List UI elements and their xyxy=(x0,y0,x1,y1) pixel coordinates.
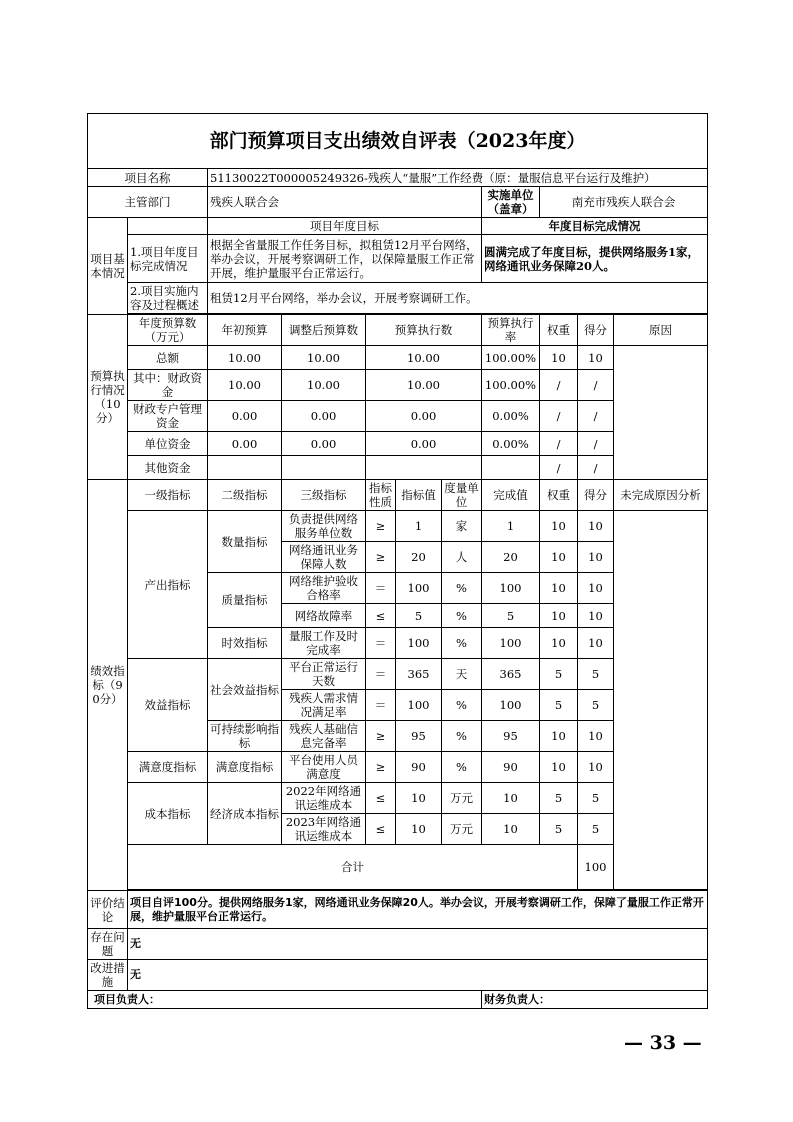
perf-name: 平台使用人员满意度 xyxy=(282,752,366,783)
dept-row xyxy=(88,187,708,218)
perf-actual: 5 xyxy=(482,604,540,628)
perf-unit: 天 xyxy=(442,659,482,690)
finance-leader: 财务负责人： xyxy=(482,991,708,1009)
budget-adjusted: 10.00 xyxy=(282,346,366,370)
item1-goal: 根据全省量服工作任务目标，拟租赁12月平台网络，举办会议，开展考察调研工作，以保障量服工作正常开展，维护量服平台正常运行。 xyxy=(208,235,482,283)
budget-rate: 0.00% xyxy=(482,401,540,432)
perf-score: 10 xyxy=(578,752,614,783)
perf-target: 10 xyxy=(396,783,442,814)
perf-target: 1 xyxy=(396,511,442,542)
perf-actual: 1 xyxy=(482,511,540,542)
project-name-row xyxy=(88,169,708,187)
budget-initial xyxy=(208,456,282,480)
budget-header: 原因 xyxy=(614,315,708,346)
perf-l2: 数量指标 xyxy=(208,511,282,573)
budget-header: 预算执行数 xyxy=(366,315,482,346)
perf-l2: 社会效益指标 xyxy=(208,659,282,721)
budget-executed: 0.00 xyxy=(366,432,482,456)
perf-score: 10 xyxy=(578,573,614,604)
perf-header: 一级指标 xyxy=(128,480,208,511)
issues-value: 无 xyxy=(128,929,708,960)
budget-score: 10 xyxy=(578,346,614,370)
budget-adjusted: 0.00 xyxy=(282,401,366,432)
perf-name: 量服工作及时完成率 xyxy=(282,628,366,659)
perf-score: 10 xyxy=(578,628,614,659)
perf-target: 95 xyxy=(396,721,442,752)
perf-header: 指标值 xyxy=(396,480,442,511)
perf-name: 残疾人需求情况满足率 xyxy=(282,690,366,721)
perf-weight: 10 xyxy=(540,752,578,783)
budget-executed: 0.00 xyxy=(366,401,482,432)
perf-actual: 20 xyxy=(482,542,540,573)
basic-header-row xyxy=(88,218,708,235)
perf-score: 5 xyxy=(578,814,614,845)
budget-score: / xyxy=(578,401,614,432)
perf-op: ≤ xyxy=(366,783,396,814)
budget-weight: 10 xyxy=(540,346,578,370)
budget-initial: 10.00 xyxy=(208,370,282,401)
measures-label: 改进措施 xyxy=(88,960,128,991)
perf-l1: 产出指标 xyxy=(128,511,208,659)
budget-rate: 100.00% xyxy=(482,370,540,401)
perf-unit: % xyxy=(442,752,482,783)
budget-adjusted: 0.00 xyxy=(282,432,366,456)
perf-target: 100 xyxy=(396,628,442,659)
completion-header: 年度目标完成情况 xyxy=(482,218,708,235)
perf-header: 度量单位 xyxy=(442,480,482,511)
perf-header: 完成值 xyxy=(482,480,540,511)
perf-op: ≥ xyxy=(366,752,396,783)
page-title: 部门预算项目支出绩效自评表（2023年度） xyxy=(88,114,708,169)
budget-header: 得分 xyxy=(578,315,614,346)
perf-weight: 10 xyxy=(540,573,578,604)
budget-header: 年初预算 xyxy=(208,315,282,346)
issues-label: 存在问题 xyxy=(88,929,128,960)
perf-name: 平台正常运行天数 xyxy=(282,659,366,690)
budget-weight: / xyxy=(540,370,578,401)
conclusion-row xyxy=(88,891,708,929)
perf-weight: 10 xyxy=(540,721,578,752)
budget-executed xyxy=(366,456,482,480)
perf-unit: % xyxy=(442,628,482,659)
perf-header-row xyxy=(88,480,708,511)
perf-l2: 满意度指标 xyxy=(208,752,282,783)
perf-actual: 10 xyxy=(482,783,540,814)
budget-header: 年度预算数（万元） xyxy=(128,315,208,346)
budget-reason xyxy=(614,346,708,480)
basic-item1-row xyxy=(88,235,708,283)
perf-unit: 万元 xyxy=(442,814,482,845)
perf-target: 365 xyxy=(396,659,442,690)
budget-adjusted: 10.00 xyxy=(282,370,366,401)
perf-l1: 成本指标 xyxy=(128,783,208,845)
item2-label: 2.项目实施内容及过程概述 xyxy=(128,283,208,314)
budget-row-label: 其他资金 xyxy=(128,456,208,480)
perf-score: 10 xyxy=(578,721,614,752)
perf-reason xyxy=(614,511,708,890)
perf-op: ＝ xyxy=(366,659,396,690)
perf-unit: % xyxy=(442,721,482,752)
perf-target: 10 xyxy=(396,814,442,845)
basic-section-label: 项目基本情况 xyxy=(88,218,128,315)
budget-score: / xyxy=(578,456,614,480)
budget-header-row xyxy=(88,315,708,346)
perf-weight: 10 xyxy=(540,628,578,659)
budget-weight: / xyxy=(540,401,578,432)
item1-label: 1.项目年度目标完成情况 xyxy=(128,235,208,283)
perf-score: 10 xyxy=(578,511,614,542)
budget-header: 预算执行率 xyxy=(482,315,540,346)
perf-name: 网络维护验收合格率 xyxy=(282,573,366,604)
perf-actual: 90 xyxy=(482,752,540,783)
perf-header: 权重 xyxy=(540,480,578,511)
perf-score: 5 xyxy=(578,783,614,814)
perf-weight: 10 xyxy=(540,542,578,573)
perf-l2: 时效指标 xyxy=(208,628,282,659)
perf-score: 10 xyxy=(578,542,614,573)
perf-header: 三级指标 xyxy=(282,480,366,511)
perf-name: 负责提供网络服务单位数 xyxy=(282,511,366,542)
project-leader: 项目负责人： xyxy=(88,991,482,1009)
perf-op: ≤ xyxy=(366,604,396,628)
perf-l2: 可持续影响指标 xyxy=(208,721,282,752)
perf-unit: 万元 xyxy=(442,783,482,814)
budget-executed: 10.00 xyxy=(366,346,482,370)
perf-weight: 5 xyxy=(540,659,578,690)
perf-target: 100 xyxy=(396,573,442,604)
perf-op: ≥ xyxy=(366,542,396,573)
item2-value: 租赁12月平台网络，举办会议，开展考察调研工作。 xyxy=(208,283,708,314)
perf-actual: 365 xyxy=(482,659,540,690)
perf-header: 未完成原因分析 xyxy=(614,480,708,511)
perf-target: 100 xyxy=(396,690,442,721)
perf-unit: % xyxy=(442,690,482,721)
perf-actual: 95 xyxy=(482,721,540,752)
perf-score: 10 xyxy=(578,604,614,628)
budget-executed: 10.00 xyxy=(366,370,482,401)
budget-initial: 10.00 xyxy=(208,346,282,370)
budget-row-label: 总额 xyxy=(128,346,208,370)
perf-weight: 10 xyxy=(540,511,578,542)
perf-weight: 5 xyxy=(540,783,578,814)
basic-item2-row xyxy=(88,283,708,314)
dept-value: 残疾人联合会 xyxy=(208,187,482,218)
perf-weight: 5 xyxy=(540,690,578,721)
dept-label: 主管部门 xyxy=(88,187,208,218)
perf-target: 20 xyxy=(396,542,442,573)
budget-weight: / xyxy=(540,456,578,480)
perf-name: 网络故障率 xyxy=(282,604,366,628)
perf-unit: % xyxy=(442,604,482,628)
measures-row xyxy=(88,960,708,991)
total-weight: 100 xyxy=(578,845,614,890)
perf-actual: 100 xyxy=(482,628,540,659)
unit-label: 实施单位（盖章） xyxy=(482,187,540,218)
signature-row xyxy=(88,991,708,1009)
perf-target: 90 xyxy=(396,752,442,783)
perf-row xyxy=(88,511,708,542)
project-name-value: 51130022T000005249326-残疾人“量服”工作经费（原：量服信息平台运行及维护） xyxy=(208,169,708,187)
goal-header: 项目年度目标 xyxy=(208,218,482,235)
budget-score: / xyxy=(578,370,614,401)
perf-op: ＝ xyxy=(366,573,396,604)
performance-form xyxy=(87,113,707,1009)
page-number: — 33 — xyxy=(624,1032,702,1054)
perf-op: ＝ xyxy=(366,690,396,721)
title-row xyxy=(88,114,708,169)
conclusion-label: 评价结论 xyxy=(88,891,128,929)
perf-l2: 质量指标 xyxy=(208,573,282,628)
perf-section-label: 绩效指标（90分） xyxy=(88,480,128,891)
perf-op: ≤ xyxy=(366,814,396,845)
perf-op: ≥ xyxy=(366,721,396,752)
perf-name: 2022年网络通讯运维成本 xyxy=(282,783,366,814)
perf-actual: 100 xyxy=(482,690,540,721)
budget-initial: 0.00 xyxy=(208,432,282,456)
budget-header: 权重 xyxy=(540,315,578,346)
perf-actual: 100 xyxy=(482,573,540,604)
budget-rate xyxy=(482,456,540,480)
perf-l1: 满意度指标 xyxy=(128,752,208,783)
budget-rate: 100.00% xyxy=(482,346,540,370)
budget-row-label: 单位资金 xyxy=(128,432,208,456)
unit-value: 南充市残疾人联合会 xyxy=(540,187,708,218)
perf-l1: 效益指标 xyxy=(128,659,208,752)
budget-header: 调整后预算数 xyxy=(282,315,366,346)
perf-name: 2023年网络通讯运维成本 xyxy=(282,814,366,845)
budget-weight: / xyxy=(540,432,578,456)
budget-row xyxy=(88,346,708,370)
perf-name: 残疾人基础信息完备率 xyxy=(282,721,366,752)
perf-header: 二级指标 xyxy=(208,480,282,511)
perf-l2: 经济成本指标 xyxy=(208,783,282,845)
item1-result: 圆满完成了年度目标，提供网络服务1家，网络通讯业务保障20人。 xyxy=(482,235,708,283)
budget-row-label: 其中：财政资金 xyxy=(128,370,208,401)
measures-value: 无 xyxy=(128,960,708,991)
perf-unit: 家 xyxy=(442,511,482,542)
budget-row-label: 财政专户管理资金 xyxy=(128,401,208,432)
budget-score: / xyxy=(578,432,614,456)
perf-actual: 10 xyxy=(482,814,540,845)
perf-header: 指标性质 xyxy=(366,480,396,511)
perf-op: ＝ xyxy=(366,628,396,659)
perf-unit: % xyxy=(442,573,482,604)
perf-weight: 10 xyxy=(540,604,578,628)
budget-rate: 0.00% xyxy=(482,432,540,456)
issues-row xyxy=(88,929,708,960)
perf-score: 5 xyxy=(578,659,614,690)
perf-weight: 5 xyxy=(540,814,578,845)
total-label: 合计 xyxy=(128,845,578,890)
perf-name: 网络通讯业务保障人数 xyxy=(282,542,366,573)
perf-target: 5 xyxy=(396,604,442,628)
blank-cell xyxy=(128,218,208,235)
perf-header: 得分 xyxy=(578,480,614,511)
project-name-label: 项目名称 xyxy=(88,169,208,187)
budget-adjusted xyxy=(282,456,366,480)
budget-initial: 0.00 xyxy=(208,401,282,432)
form-table xyxy=(87,113,708,1009)
perf-unit: 人 xyxy=(442,542,482,573)
budget-section-label: 预算执行情况（10分） xyxy=(88,315,128,480)
conclusion-value: 项目自评100分。提供网络服务1家，网络通讯业务保障20人。举办会议，开展考察调研工作，保障了量服工作正常开展，维护量服平台正常运行。 xyxy=(128,891,708,929)
perf-score: 5 xyxy=(578,690,614,721)
perf-op: ≥ xyxy=(366,511,396,542)
